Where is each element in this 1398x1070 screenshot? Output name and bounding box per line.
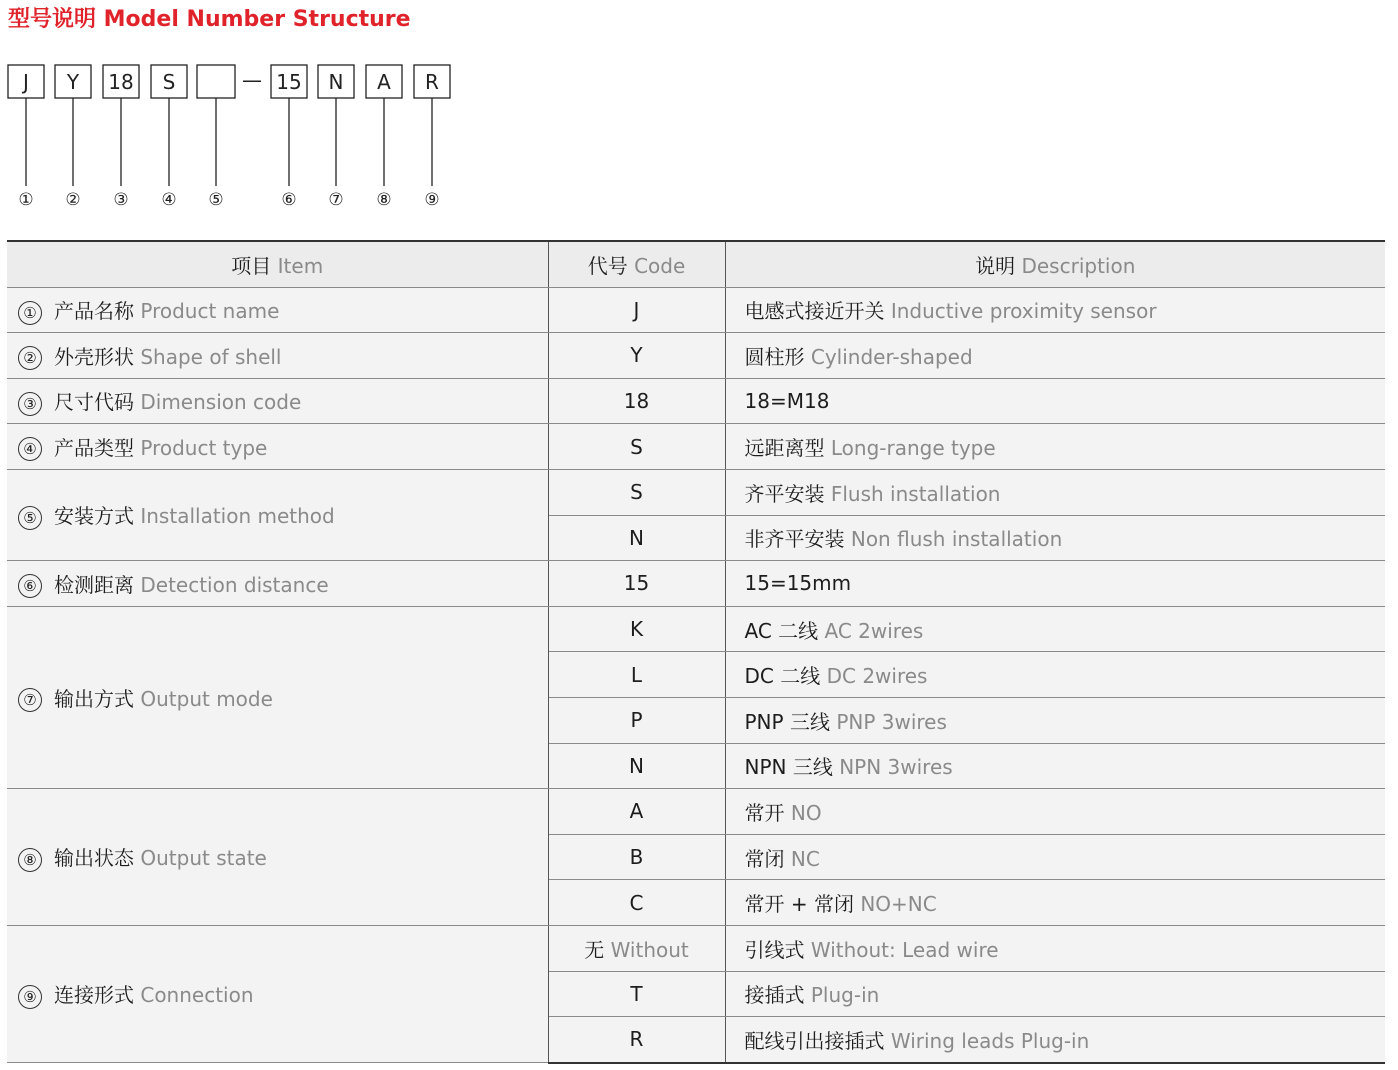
code-box-label: R <box>425 70 439 94</box>
description-cell <box>725 971 1385 1017</box>
item-name-zh: 检测距离 <box>54 572 134 597</box>
item-number-marker: ④ <box>18 437 42 461</box>
description-en: NC <box>790 846 820 871</box>
item-cell <box>7 287 548 333</box>
description-en: NPN 3wires <box>839 755 953 780</box>
code-value: N <box>629 525 644 550</box>
table-row <box>7 469 1385 515</box>
item-cell <box>7 333 548 379</box>
item-number-marker: ③ <box>18 392 42 416</box>
header-item: 项目 Item <box>7 241 548 287</box>
code-cell <box>548 652 725 698</box>
code-cell <box>548 561 725 607</box>
description-zh: 远距离型 <box>744 436 825 461</box>
code-box-label: Y <box>66 70 80 94</box>
description-zh: 圆柱形 <box>744 344 805 369</box>
description-cell <box>725 378 1385 424</box>
code-marker: ④ <box>161 190 177 210</box>
code-cell <box>548 606 725 652</box>
code-cell <box>548 789 725 835</box>
table-row <box>7 789 1385 835</box>
code-marker: ③ <box>113 190 129 210</box>
code-cell <box>548 834 725 880</box>
description-cell <box>725 561 1385 607</box>
item-name-en: Dimension code <box>140 390 302 415</box>
code-value: K <box>629 617 644 642</box>
description-cell <box>725 743 1385 789</box>
code-marker: ⑦ <box>328 190 344 210</box>
code-value: S <box>630 434 643 459</box>
description-en: Wiring leads Plug-in <box>890 1028 1090 1053</box>
code-cell <box>548 971 725 1017</box>
table-header-row <box>7 241 1385 287</box>
description-cell <box>725 606 1385 652</box>
item-cell <box>7 469 548 560</box>
code-cell <box>548 469 725 515</box>
description-zh: 接插式 <box>744 983 805 1008</box>
item-name-zh: 输出状态 <box>54 846 134 871</box>
table-row <box>7 606 1385 652</box>
description-cell <box>725 925 1385 971</box>
item-name-zh: 尺寸代码 <box>54 390 134 415</box>
item-cell <box>7 925 548 1062</box>
description-zh: AC 二线 <box>744 618 819 643</box>
description-en: Non flush installation <box>850 527 1063 552</box>
code-value: T <box>630 981 643 1006</box>
code-box-label: J <box>23 70 29 94</box>
code-value: Y <box>630 343 643 368</box>
description-zh: 15=15mm <box>744 571 852 596</box>
model-code-diagram <box>0 0 470 225</box>
description-zh: NPN 三线 <box>744 755 833 780</box>
header-code: 代号 Code <box>548 241 725 287</box>
code-value: P <box>630 708 643 733</box>
description-zh: 常开 + 常闭 <box>744 892 854 917</box>
description-cell <box>725 469 1385 515</box>
item-name-zh: 输出方式 <box>54 686 134 711</box>
item-number-marker: ⑥ <box>18 574 42 598</box>
code-value: B <box>629 845 644 870</box>
item-cell <box>7 378 548 424</box>
description-zh: 齐平安装 <box>744 481 825 506</box>
item-name-en: Detection distance <box>140 572 329 597</box>
description-zh: 引线式 <box>744 937 805 962</box>
code-box-label: A <box>377 70 391 94</box>
code-cell <box>548 697 725 743</box>
table-row <box>7 378 1385 424</box>
item-name-zh: 产品名称 <box>54 299 134 324</box>
description-zh: 常开 <box>744 800 785 825</box>
code-marker: ⑨ <box>424 190 440 210</box>
item-name-zh: 外壳形状 <box>54 344 134 369</box>
description-en: Long-range type <box>830 436 996 461</box>
code-marker: ② <box>65 190 81 210</box>
table-row <box>7 287 1385 333</box>
table-row <box>7 561 1385 607</box>
description-zh: 非齐平安装 <box>744 527 845 552</box>
code-cell <box>548 880 725 926</box>
item-cell <box>7 789 548 926</box>
description-en: NO+NC <box>860 892 937 917</box>
description-zh: 常闭 <box>744 846 785 871</box>
description-zh: 18=M18 <box>744 389 830 414</box>
item-name-en: Output mode <box>140 686 273 711</box>
item-name-en: Product name <box>140 299 280 324</box>
code-cell <box>548 515 725 561</box>
description-en: Without: Lead wire <box>810 937 999 962</box>
code-box-label: 18 <box>108 70 134 94</box>
description-cell <box>725 834 1385 880</box>
code-value: S <box>630 480 643 505</box>
code-zh: 无 <box>584 937 605 962</box>
code-value: Without <box>610 937 689 962</box>
code-marker: ⑧ <box>376 190 392 210</box>
code-value: A <box>629 799 644 824</box>
table-row <box>7 424 1385 470</box>
code-value: N <box>629 753 644 778</box>
item-name-en: Shape of shell <box>140 344 282 369</box>
description-cell <box>725 333 1385 379</box>
item-cell <box>7 606 548 788</box>
code-marker: ⑥ <box>281 190 297 210</box>
item-name-en: Output state <box>140 846 267 871</box>
code-value: 15 <box>623 571 650 596</box>
table-row <box>7 925 1385 971</box>
description-en: NO <box>790 800 822 825</box>
item-name-en: Product type <box>140 435 268 460</box>
item-name-zh: 产品类型 <box>54 435 134 460</box>
description-en: AC 2wires <box>824 618 924 643</box>
code-cell <box>548 925 725 971</box>
description-cell <box>725 424 1385 470</box>
code-marker: ① <box>18 190 34 210</box>
item-cell <box>7 561 548 607</box>
description-en: Inductive proximity sensor <box>890 299 1157 324</box>
code-cell <box>548 287 725 333</box>
description-cell <box>725 287 1385 333</box>
description-cell <box>725 515 1385 561</box>
code-cell <box>548 333 725 379</box>
code-box-label: S <box>162 70 176 94</box>
code-cell <box>548 378 725 424</box>
description-en: Flush installation <box>830 481 1001 506</box>
description-zh: PNP 三线 <box>744 709 830 734</box>
code-value: L <box>630 662 643 687</box>
code-value: 18 <box>623 389 650 414</box>
description-zh: DC 二线 <box>744 664 821 689</box>
code-box-5 <box>197 65 235 98</box>
item-name-zh: 连接形式 <box>54 983 134 1008</box>
code-cell <box>548 743 725 789</box>
description-en: Plug-in <box>810 983 880 1008</box>
code-cell <box>548 1017 725 1063</box>
code-value: R <box>629 1027 644 1052</box>
model-number-table <box>7 240 1385 1064</box>
description-cell <box>725 789 1385 835</box>
code-value: C <box>629 890 644 915</box>
code-value: J <box>633 297 640 322</box>
item-number-marker: ⑤ <box>18 506 42 530</box>
code-cell <box>548 424 725 470</box>
code-box-label: 15 <box>276 70 302 94</box>
code-box-label: N <box>328 70 344 94</box>
item-number-marker: ⑦ <box>18 688 42 712</box>
header-description: 说明 Description <box>725 241 1385 287</box>
description-en: DC 2wires <box>826 664 928 689</box>
code-marker: ⑤ <box>208 190 224 210</box>
table-row <box>7 333 1385 379</box>
item-name-en: Installation method <box>140 504 335 529</box>
item-number-marker: ① <box>18 301 42 325</box>
description-cell <box>725 652 1385 698</box>
item-number-marker: ② <box>18 346 42 370</box>
item-number-marker: ⑨ <box>18 985 42 1009</box>
description-en: Cylinder-shaped <box>810 344 973 369</box>
code-separator: — <box>242 68 262 92</box>
item-name-en: Connection <box>140 983 254 1008</box>
item-cell <box>7 424 548 470</box>
description-zh: 电感式接近开关 <box>744 299 885 324</box>
description-cell <box>725 880 1385 926</box>
table-body <box>7 287 1385 1063</box>
page-title: 型号说明 Model Number Structure <box>8 7 411 32</box>
description-zh: 配线引出接插式 <box>744 1028 885 1053</box>
description-cell <box>725 1017 1385 1063</box>
item-name-zh: 安装方式 <box>54 504 134 529</box>
description-cell <box>725 697 1385 743</box>
item-number-marker: ⑧ <box>18 848 42 872</box>
description-en: PNP 3wires <box>836 709 947 734</box>
